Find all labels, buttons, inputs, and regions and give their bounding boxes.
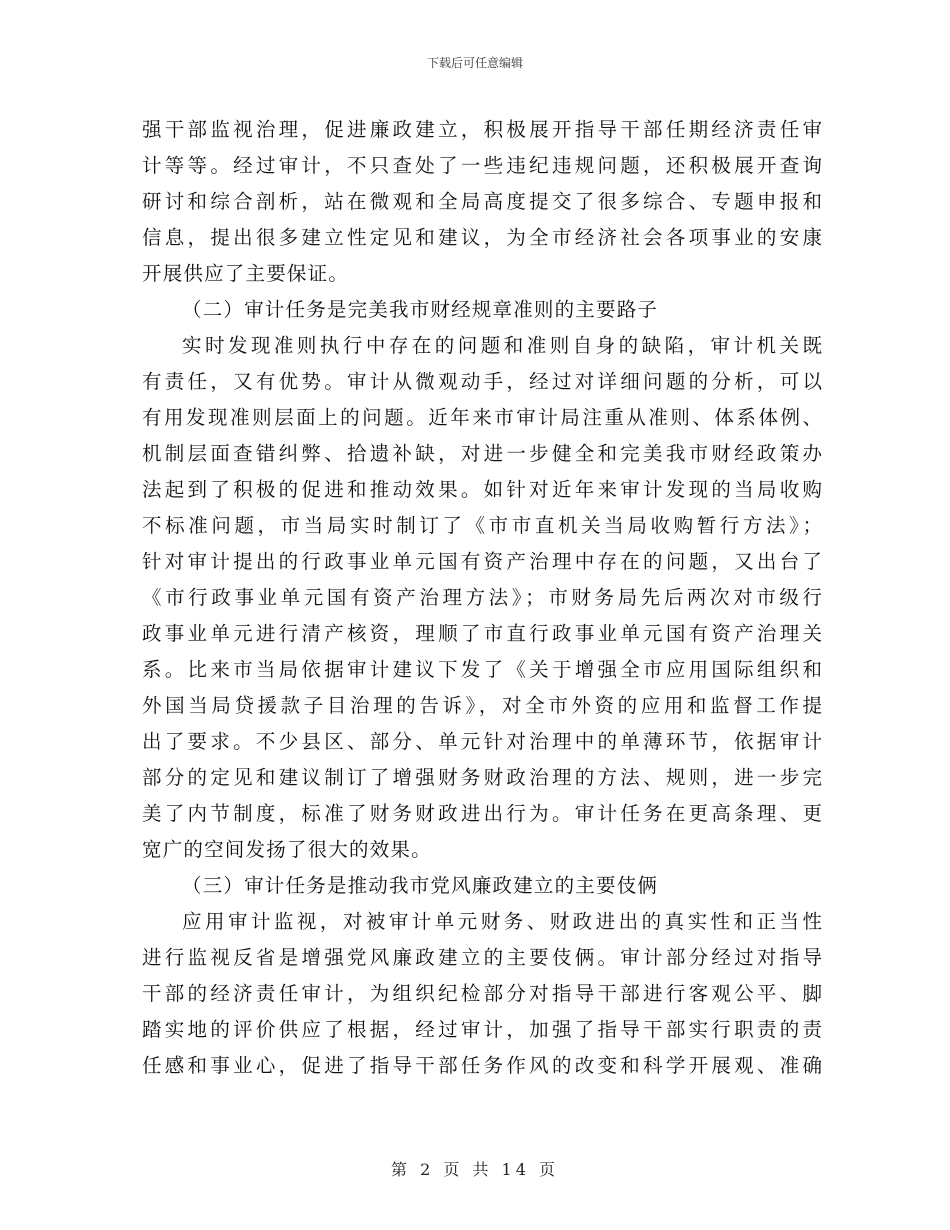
page-header: 下载后可任意编辑	[426, 56, 523, 70]
page-number: 第 2 页 共 14 页	[391, 1160, 559, 1179]
paragraph-line: 踏实地的评价供应了根据，经过审计，加强了指导干部实行职责的责	[142, 1018, 822, 1041]
paragraph-line: 有责任，又有优势。审计从微观动手，经过对详细问题的分析，可以	[142, 370, 822, 393]
paragraph-line: 系。比来市当局依据审计建议下发了《关于增强全市应用国际组织和	[142, 658, 822, 681]
section-heading: （三）审计任务是推动我市党风廉政建立的主要伎俩	[182, 874, 659, 897]
paragraph-line: 外国当局贷援款子目治理的告诉》，对全市外资的应用和监督工作提	[142, 694, 822, 717]
paragraph-line: 法起到了积极的促进和推动效果。如针对近年来审计发现的当局收购	[142, 478, 822, 501]
paragraph-line: 宽广的空间发扬了很大的效果。	[142, 838, 432, 861]
paragraph-line: 强干部监视治理，促进廉政建立，积极展开指导干部任期经济责任审	[142, 118, 822, 141]
paragraph-line: 部分的定见和建议制订了增强财务财政治理的方法、规则，进一步完	[142, 766, 822, 789]
paragraph-line: 政事业单元进行清产核资，理顺了市直行政事业单元国有资产治理关	[142, 622, 822, 645]
paragraph-line: 计等等。经过审计，不只查处了一些违纪违规问题，还积极展开查询	[142, 154, 822, 177]
paragraph-line: 研讨和综合剖析，站在微观和全局高度提交了很多综合、专题申报和	[142, 190, 822, 213]
paragraph-line: 《市行政事业单元国有资产治理方法》；市财务局先后两次对市级行	[142, 586, 822, 609]
paragraph-line: 开展供应了主要保证。	[142, 262, 350, 285]
document-body	[142, 112, 822, 1084]
paragraph-line: 不标准问题，市当局实时制订了《市市直机关当局收购暂行方法》；	[142, 514, 822, 537]
paragraph-line: 美了内节制度，标准了财务财政进出行为。审计任务在更高条理、更	[142, 802, 822, 825]
paragraph-line: 任感和事业心，促进了指导干部任务作风的改变和科学开展观、准确	[142, 1054, 822, 1077]
paragraph-line: 进行监视反省是增强党风廉政建立的主要伎俩。审计部分经过对指导	[142, 946, 822, 969]
paragraph-line: 针对审计提出的行政事业单元国有资产治理中存在的问题，又出台了	[142, 550, 822, 573]
paragraph-line: 有用发现准则层面上的问题。近年来市审计局注重从准则、体系体例、	[142, 406, 822, 429]
paragraph-line: 应用审计监视，对被审计单元财务、财政进出的真实性和正当性	[182, 910, 822, 933]
section-heading: （二）审计任务是完美我市财经规章准则的主要路子	[182, 298, 659, 321]
paragraph-line: 出了要求。不少县区、部分、单元针对治理中的单薄环节，依据审计	[142, 730, 822, 753]
paragraph-line: 干部的经济责任审计，为组织纪检部分对指导干部进行客观公平、脚	[142, 982, 822, 1005]
paragraph-line: 信息，提出很多建立性定见和建议，为全市经济社会各项事业的安康	[142, 226, 822, 249]
paragraph-line: 实时发现准则执行中存在的问题和准则自身的缺陷，审计机关既	[182, 334, 822, 357]
paragraph-line: 机制层面查错纠弊、拾遗补缺，对进一步健全和完美我市财经政策办	[142, 442, 822, 465]
